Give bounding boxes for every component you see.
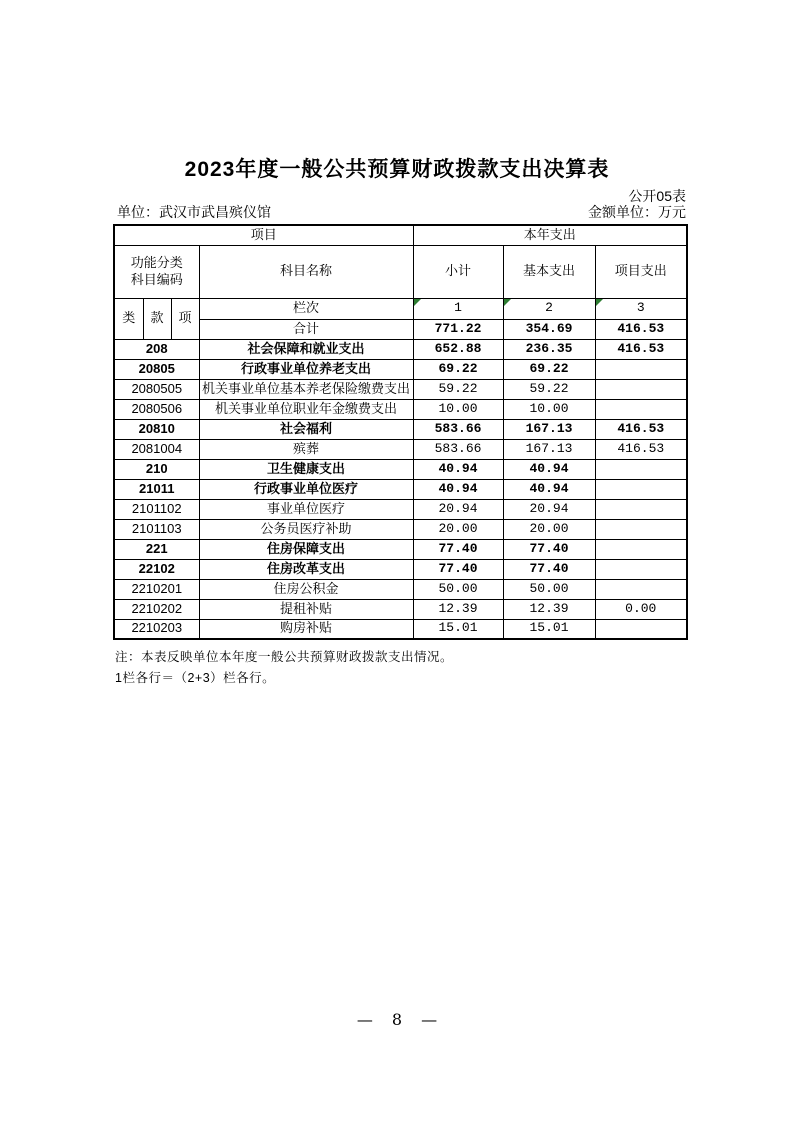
row-basic-expenditure: 12.39: [503, 599, 595, 619]
row-project-expenditure: [595, 479, 687, 499]
row-code: 2101102: [114, 499, 199, 519]
header-project-expenditure: 项目支出: [595, 245, 687, 298]
row-code: 2080506: [114, 399, 199, 419]
row-basic-expenditure: 77.40: [503, 559, 595, 579]
table-row: [114, 419, 687, 439]
page-title: 2023年度一般公共预算财政拨款支出决算表: [184, 158, 610, 181]
table-row: [114, 499, 687, 519]
table-row: [114, 439, 687, 459]
row-basic-expenditure: 15.01: [503, 619, 595, 639]
header-subject-name: 科目名称: [199, 245, 413, 298]
row-subject-name: 住房保障支出: [199, 539, 413, 559]
column-number-3-label: 3: [636, 300, 645, 316]
row-subject-name: 购房补贴: [199, 619, 413, 639]
cell-flag-icon: [504, 299, 511, 306]
row-basic-expenditure: 167.13: [503, 439, 595, 459]
header-project: 项目: [114, 225, 413, 245]
row-basic-expenditure: 59.22: [503, 379, 595, 399]
cell-flag-icon: [596, 299, 603, 306]
column-number-1: [413, 298, 503, 319]
unit-label: 单位：武汉市武昌殡仪馆: [117, 204, 271, 220]
row-code: 2210202: [114, 599, 199, 619]
row-subtotal: 40.94: [413, 459, 503, 479]
row-project-expenditure: [595, 579, 687, 599]
row-code: 221: [114, 539, 199, 559]
row-basic-expenditure: 77.40: [503, 539, 595, 559]
row-subject-name: 住房改革支出: [199, 559, 413, 579]
row-subtotal: 12.39: [413, 599, 503, 619]
header-basic-expenditure: 基本支出: [503, 245, 595, 298]
table-row: [114, 619, 687, 639]
row-project-expenditure: 0.00: [595, 599, 687, 619]
header-subtotal: 小计: [413, 245, 503, 298]
page-number: — 8 —: [356, 1010, 438, 1029]
row-project-expenditure: [595, 459, 687, 479]
column-number-2: [503, 298, 595, 319]
row-basic-expenditure: 20.00: [503, 519, 595, 539]
row-project-expenditure: [595, 519, 687, 539]
amount-unit-label: 金额单位：万元: [588, 204, 686, 220]
row-code: 2210203: [114, 619, 199, 639]
header-item: 项: [171, 298, 199, 339]
row-project-expenditure: 416.53: [595, 419, 687, 439]
row-subtotal: 15.01: [413, 619, 503, 639]
row-subtotal: 20.00: [413, 519, 503, 539]
row-subtotal: 583.66: [413, 419, 503, 439]
table-row: [114, 539, 687, 559]
total-label: 合计: [199, 319, 413, 339]
table-body: [114, 339, 687, 639]
row-subject-name: 公务员医疗补助: [199, 519, 413, 539]
table-row: [114, 519, 687, 539]
total-project: 416.53: [595, 319, 687, 339]
budget-table: [113, 224, 688, 640]
row-subtotal: 10.00: [413, 399, 503, 419]
row-project-expenditure: 416.53: [595, 339, 687, 359]
row-code: 20810: [114, 419, 199, 439]
column-number-2-label: 2: [545, 300, 553, 316]
header-current-year-expenditure: 本年支出: [413, 225, 687, 245]
header-function-code-line1: 功能分类: [130, 254, 183, 270]
row-subtotal: 77.40: [413, 539, 503, 559]
header-function-code: [114, 245, 199, 298]
row-code: 2080505: [114, 379, 199, 399]
row-basic-expenditure: 69.22: [503, 359, 595, 379]
header-class: 类: [114, 298, 143, 339]
row-subject-name: 殡葬: [199, 439, 413, 459]
table-row: [114, 399, 687, 419]
row-subject-name: 提租补贴: [199, 599, 413, 619]
row-subject-name: 卫生健康支出: [199, 459, 413, 479]
header-row-2: [114, 245, 687, 298]
total-subtotal: 771.22: [413, 319, 503, 339]
table-row: [114, 379, 687, 399]
row-code: 210: [114, 459, 199, 479]
row-basic-expenditure: 10.00: [503, 399, 595, 419]
table-row: [114, 339, 687, 359]
table-code-label: 公开05表: [628, 188, 686, 204]
row-subtotal: 69.22: [413, 359, 503, 379]
row-basic-expenditure: 50.00: [503, 579, 595, 599]
row-subject-name: 社会保障和就业支出: [199, 339, 413, 359]
row-project-expenditure: [595, 559, 687, 579]
row-basic-expenditure: 167.13: [503, 419, 595, 439]
total-basic: 354.69: [503, 319, 595, 339]
row-code: 21011: [114, 479, 199, 499]
column-index-label: 栏次: [199, 298, 413, 319]
row-subject-name: 机关事业单位职业年金缴费支出: [199, 399, 413, 419]
row-code: 208: [114, 339, 199, 359]
footnote-2: 1栏各行＝（2+3）栏各行。: [115, 671, 276, 685]
cell-flag-icon: [414, 299, 421, 306]
table-row: [114, 579, 687, 599]
row-subtotal: 40.94: [413, 479, 503, 499]
header-function-code-line2: 科目编码: [130, 271, 183, 287]
row-subject-name: 事业单位医疗: [199, 499, 413, 519]
row-project-expenditure: [595, 359, 687, 379]
row-subject-name: 行政事业单位养老支出: [199, 359, 413, 379]
footnote-1: 注：本表反映单位本年度一般公共预算财政拨款支出情况。: [115, 650, 454, 664]
meta-row: [117, 202, 686, 222]
column-number-3: [595, 298, 687, 319]
row-basic-expenditure: 236.35: [503, 339, 595, 359]
row-subtotal: 583.66: [413, 439, 503, 459]
row-subject-name: 机关事业单位基本养老保险缴费支出: [199, 379, 413, 399]
row-project-expenditure: 416.53: [595, 439, 687, 459]
table-row: [114, 359, 687, 379]
row-basic-expenditure: 20.94: [503, 499, 595, 519]
row-project-expenditure: [595, 539, 687, 559]
table-row: [114, 599, 687, 619]
row-subtotal: 77.40: [413, 559, 503, 579]
row-subject-name: 社会福利: [199, 419, 413, 439]
table-header-body: [114, 225, 687, 339]
row-subtotal: 50.00: [413, 579, 503, 599]
row-subject-name: 住房公积金: [199, 579, 413, 599]
row-subtotal: 20.94: [413, 499, 503, 519]
row-code: 22102: [114, 559, 199, 579]
table-row: [114, 479, 687, 499]
row-code: 2081004: [114, 439, 199, 459]
table-row: [114, 559, 687, 579]
row-code: 2210201: [114, 579, 199, 599]
row-subtotal: 59.22: [413, 379, 503, 399]
row-project-expenditure: [595, 499, 687, 519]
row-code: 2101103: [114, 519, 199, 539]
row-subtotal: 652.88: [413, 339, 503, 359]
column-index-row: [114, 298, 687, 319]
row-project-expenditure: [595, 379, 687, 399]
header-section: 款: [143, 298, 171, 339]
row-project-expenditure: [595, 399, 687, 419]
row-code: 20805: [114, 359, 199, 379]
header-row-1: [114, 225, 687, 245]
total-row: [114, 319, 687, 339]
column-number-1-label: 1: [454, 300, 462, 316]
row-project-expenditure: [595, 619, 687, 639]
table-row: [114, 459, 687, 479]
row-subject-name: 行政事业单位医疗: [199, 479, 413, 499]
row-basic-expenditure: 40.94: [503, 459, 595, 479]
row-basic-expenditure: 40.94: [503, 479, 595, 499]
